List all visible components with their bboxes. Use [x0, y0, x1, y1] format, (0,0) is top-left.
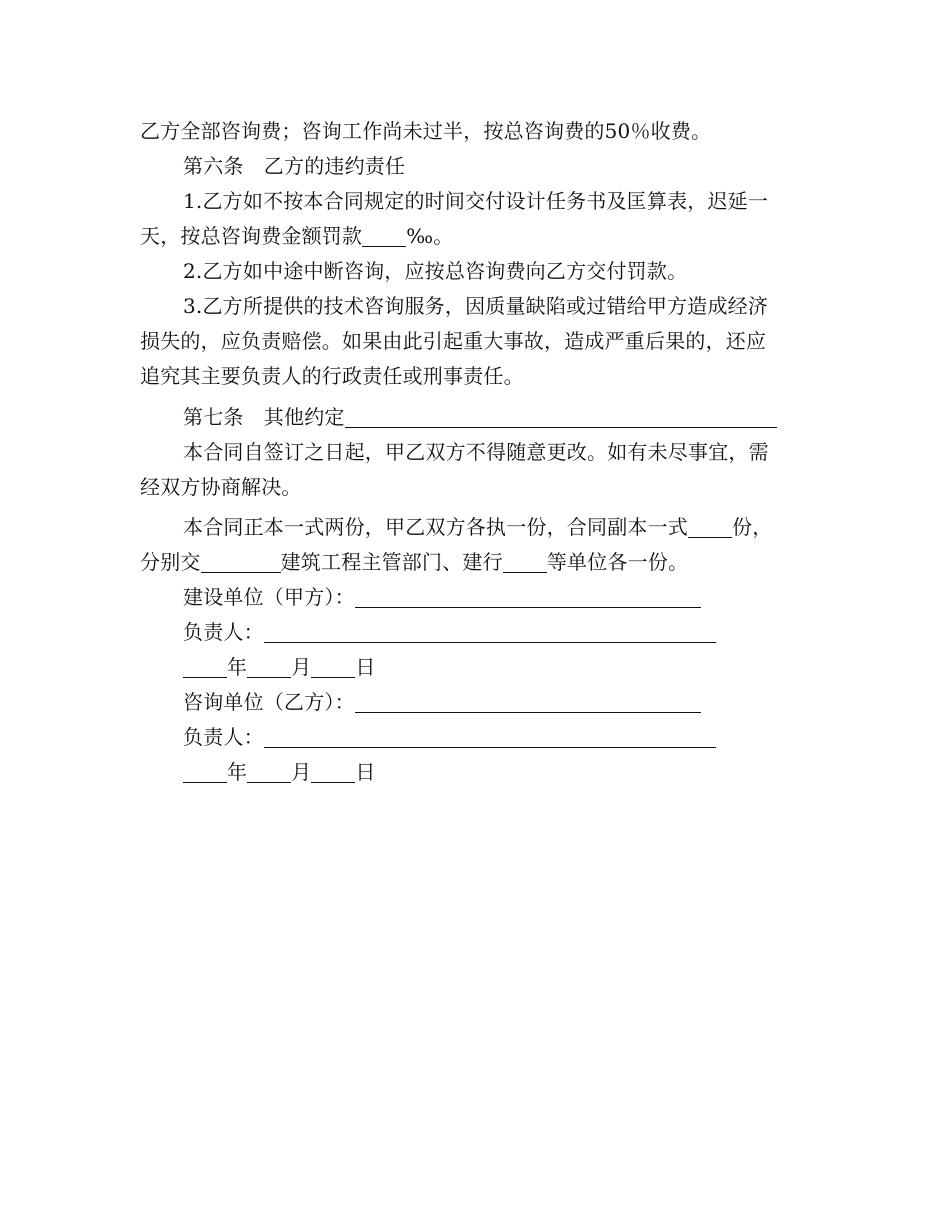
clause-line: 2.乙方如中途中断咨询，应按总咨询费向乙方交付罚款。	[183, 259, 688, 283]
blank-year	[183, 760, 227, 783]
blank-day	[311, 760, 355, 783]
date-line: 年 月 日	[183, 754, 950, 790]
section-heading: 第七条 其他约定	[183, 399, 950, 435]
blank-day	[311, 655, 355, 678]
text-line: 经双方协商解决。	[140, 475, 302, 499]
section-heading: 第六条 乙方的违约责任	[183, 154, 406, 178]
text-line: 乙方全部咨询费；咨询工作尚未过半，按总咨询费的50％收费。	[140, 119, 712, 143]
blank-month	[247, 655, 291, 678]
clause-line: 损失的，应负责赔偿。如果由此引起重大事故，造成严重后果的，还应	[140, 329, 767, 353]
text-line: 分别交 建筑工程主管部门、建行 等单位各一份。	[140, 550, 689, 574]
signature-line: 咨询单位（乙方）：	[183, 684, 950, 720]
blank-bank	[503, 550, 547, 573]
blank-copy-count	[688, 515, 732, 538]
text-line: 本合同正本一式两份，甲乙双方各执一份，合同副本一式 份，	[183, 515, 773, 539]
clause-line: 天，按总咨询费金额罚款 ‰。	[140, 224, 454, 248]
blank-year	[183, 655, 227, 678]
blank-party-a-representative	[264, 620, 716, 643]
signature-line: 建设单位（甲方）：	[183, 579, 950, 615]
clause-line: 1.乙方如不按本合同规定的时间交付设计任务书及匡算表，迟延一	[183, 189, 769, 213]
blank-party-a	[355, 585, 701, 608]
signature-line: 负责人：	[183, 719, 950, 755]
date-line: 年 月 日	[183, 649, 950, 685]
blank-penalty-rate	[362, 224, 406, 247]
blank-party-b	[355, 690, 701, 713]
blank-month	[247, 760, 291, 783]
blank-other-terms	[345, 405, 777, 428]
clause-line: 3.乙方所提供的技术咨询服务，因质量缺陷或过错给甲方造成经济	[183, 294, 769, 318]
text-line: 本合同自签订之日起，甲乙双方不得随意更改。如有未尽事宜，需	[183, 440, 769, 464]
blank-party-b-representative	[264, 725, 716, 748]
clause-line: 追究其主要负责人的行政责任或刑事责任。	[140, 364, 524, 388]
blank-department	[201, 550, 281, 573]
signature-line: 负责人：	[183, 614, 950, 650]
